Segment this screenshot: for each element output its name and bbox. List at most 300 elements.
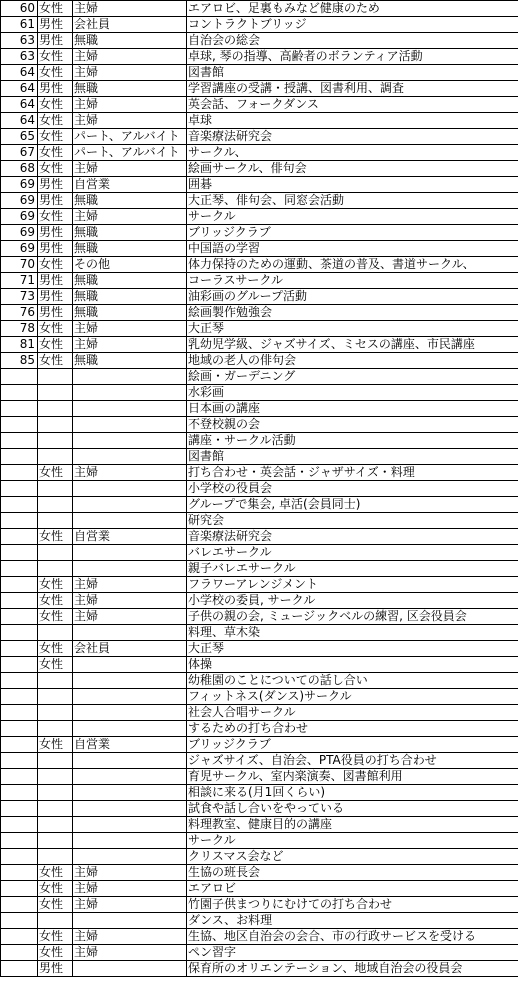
age-cell[interactable] <box>1 929 38 945</box>
sex-cell[interactable] <box>38 433 73 449</box>
age-cell[interactable] <box>1 465 38 481</box>
job-cell[interactable]: 主婦 <box>73 49 187 65</box>
activity-cell[interactable]: ペン習字 <box>187 945 518 961</box>
job-cell[interactable] <box>73 417 187 433</box>
table-row <box>1 289 518 305</box>
age-cell[interactable]: 64 <box>1 113 38 129</box>
age-cell[interactable] <box>1 673 38 689</box>
table-row <box>1 209 518 225</box>
table-row <box>1 417 518 433</box>
sex-cell[interactable]: 男性 <box>38 33 73 49</box>
sex-cell[interactable] <box>38 625 73 641</box>
age-cell[interactable] <box>1 577 38 593</box>
job-cell[interactable] <box>73 753 187 769</box>
table-row <box>1 385 518 401</box>
job-cell[interactable]: 主婦 <box>73 1 187 17</box>
job-cell[interactable] <box>73 785 187 801</box>
job-cell[interactable] <box>73 481 187 497</box>
activity-cell[interactable]: ブリッジクラブ <box>187 737 518 753</box>
job-cell[interactable]: 無職 <box>73 241 187 257</box>
activity-cell[interactable]: クリスマス会など <box>187 849 518 865</box>
job-cell[interactable] <box>73 817 187 833</box>
table-row <box>1 833 518 849</box>
activity-cell[interactable]: フィットネス(ダンス)サークル <box>187 689 518 705</box>
sex-cell[interactable] <box>38 705 73 721</box>
age-cell[interactable]: 60 <box>1 1 38 17</box>
table-row <box>1 33 518 49</box>
sex-cell[interactable]: 男性 <box>38 961 73 977</box>
sex-cell[interactable]: 女性 <box>38 321 73 337</box>
sex-cell[interactable]: 女性 <box>38 609 73 625</box>
job-cell[interactable]: 会社員 <box>73 641 187 657</box>
table-row <box>1 401 518 417</box>
table-row <box>1 913 518 929</box>
activity-cell[interactable]: 研究会 <box>187 513 518 529</box>
activity-cell[interactable]: 幼稚園のことについての話し合い <box>187 673 518 689</box>
table-row <box>1 305 518 321</box>
activity-cell[interactable]: 卓球 <box>187 113 518 129</box>
age-cell[interactable] <box>1 801 38 817</box>
table-row <box>1 145 518 161</box>
table-row <box>1 785 518 801</box>
table-row <box>1 929 518 945</box>
activity-cell[interactable]: 相談に来る(月1回くらい) <box>187 785 518 801</box>
job-cell[interactable] <box>73 401 187 417</box>
activity-cell[interactable]: 料理教室、健康目的の講座 <box>187 817 518 833</box>
age-cell[interactable] <box>1 497 38 513</box>
job-cell[interactable] <box>73 449 187 465</box>
activity-cell[interactable]: 育児サークル、室内楽演奏、図書館利用 <box>187 769 518 785</box>
table-row <box>1 689 518 705</box>
job-cell[interactable]: 主婦 <box>73 209 187 225</box>
age-cell[interactable] <box>1 625 38 641</box>
table-row <box>1 753 518 769</box>
sex-cell[interactable]: 女性 <box>38 641 73 657</box>
age-cell[interactable] <box>1 369 38 385</box>
activity-cell[interactable]: 音楽療法研究会 <box>187 529 518 545</box>
job-cell[interactable] <box>73 497 187 513</box>
age-cell[interactable] <box>1 833 38 849</box>
activity-cell[interactable]: 絵画サークル、俳句会 <box>187 161 518 177</box>
age-cell[interactable] <box>1 593 38 609</box>
sex-cell[interactable]: 女性 <box>38 337 73 353</box>
job-cell[interactable]: 無職 <box>73 193 187 209</box>
job-cell[interactable] <box>73 721 187 737</box>
activity-cell[interactable]: 保育所のオリエンテーション、地域自治会の役員会 <box>187 961 518 977</box>
age-cell[interactable] <box>1 737 38 753</box>
activity-cell[interactable]: 日本画の講座 <box>187 401 518 417</box>
age-cell[interactable]: 64 <box>1 81 38 97</box>
age-cell[interactable] <box>1 529 38 545</box>
table-row <box>1 81 518 97</box>
age-cell[interactable]: 64 <box>1 65 38 81</box>
table-row <box>1 673 518 689</box>
table-row <box>1 161 518 177</box>
age-cell[interactable] <box>1 481 38 497</box>
activity-cell[interactable]: 子供の親の会, ミュージックベルの練習, 区会役員会 <box>187 609 518 625</box>
activity-cell[interactable]: コントラクトブリッジ <box>187 17 518 33</box>
table-row <box>1 705 518 721</box>
table-row <box>1 225 518 241</box>
table-row <box>1 113 518 129</box>
age-cell[interactable] <box>1 433 38 449</box>
job-cell[interactable]: 主婦 <box>73 865 187 881</box>
sex-cell[interactable]: 女性 <box>38 1 73 17</box>
job-cell[interactable] <box>73 833 187 849</box>
table-row <box>1 337 518 353</box>
activity-cell[interactable]: 竹園子供まつりにむけての打ち合わせ <box>187 897 518 913</box>
activity-cell[interactable]: 油彩画のグループ活動 <box>187 289 518 305</box>
age-cell[interactable] <box>1 865 38 881</box>
age-cell[interactable] <box>1 945 38 961</box>
table-row <box>1 609 518 625</box>
activity-cell[interactable]: サークル、 <box>187 145 518 161</box>
table-row <box>1 369 518 385</box>
age-cell[interactable] <box>1 401 38 417</box>
activity-cell[interactable]: 大正琴 <box>187 321 518 337</box>
activity-cell[interactable]: 小学校の役員会 <box>187 481 518 497</box>
activity-cell[interactable]: 図書館 <box>187 65 518 81</box>
job-cell[interactable]: 主婦 <box>73 593 187 609</box>
sex-cell[interactable] <box>38 849 73 865</box>
age-cell[interactable]: 71 <box>1 273 38 289</box>
job-cell[interactable] <box>73 689 187 705</box>
sex-cell[interactable] <box>38 417 73 433</box>
age-cell[interactable] <box>1 753 38 769</box>
activity-cell[interactable]: 大正琴 <box>187 641 518 657</box>
age-cell[interactable]: 68 <box>1 161 38 177</box>
job-cell[interactable]: 主婦 <box>73 929 187 945</box>
activity-cell[interactable]: 試食や話し合いをやっている <box>187 801 518 817</box>
sex-cell[interactable]: 女性 <box>38 209 73 225</box>
age-cell[interactable]: 69 <box>1 177 38 193</box>
activity-cell[interactable]: エアロビ、足裏もみなど健康のため <box>187 1 518 17</box>
sex-cell[interactable] <box>38 449 73 465</box>
table-row <box>1 257 518 273</box>
activity-cell[interactable]: サークル <box>187 833 518 849</box>
table-row <box>1 865 518 881</box>
activity-cell[interactable]: グループで集会, 卓活(会員同士) <box>187 497 518 513</box>
activity-cell[interactable]: 講座・サークル活動 <box>187 433 518 449</box>
job-cell[interactable]: 主婦 <box>73 97 187 113</box>
job-cell[interactable]: 自営業 <box>73 737 187 753</box>
table-row <box>1 513 518 529</box>
job-cell[interactable]: 無職 <box>73 353 187 369</box>
age-cell[interactable] <box>1 817 38 833</box>
sex-cell[interactable] <box>38 497 73 513</box>
job-cell[interactable]: 自営業 <box>73 529 187 545</box>
table-row <box>1 721 518 737</box>
job-cell[interactable]: 主婦 <box>73 577 187 593</box>
sex-cell[interactable]: 男性 <box>38 289 73 305</box>
sex-cell[interactable]: 女性 <box>38 257 73 273</box>
activity-cell[interactable]: 不登校親の会 <box>187 417 518 433</box>
sex-cell[interactable] <box>38 561 73 577</box>
activity-cell[interactable]: するための打ち合わせ <box>187 721 518 737</box>
table-row <box>1 321 518 337</box>
activity-cell[interactable]: 自治会の総会 <box>187 33 518 49</box>
job-cell[interactable]: 主婦 <box>73 337 187 353</box>
job-cell[interactable]: 無職 <box>73 273 187 289</box>
table-row <box>1 97 518 113</box>
activity-cell[interactable]: 打ち合わせ・英会話・ジャザサイズ・料理 <box>187 465 518 481</box>
activity-cell[interactable]: 英会話、フォークダンス <box>187 97 518 113</box>
job-cell[interactable]: 無職 <box>73 81 187 97</box>
sex-cell[interactable] <box>38 689 73 705</box>
activity-cell[interactable]: ジャズサイズ、自治会、PTA役員の打ち合わせ <box>187 753 518 769</box>
table-row <box>1 481 518 497</box>
job-cell[interactable]: 無職 <box>73 225 187 241</box>
sex-cell[interactable]: 女性 <box>38 353 73 369</box>
sex-cell[interactable] <box>38 785 73 801</box>
job-cell[interactable] <box>73 561 187 577</box>
sex-cell[interactable] <box>38 769 73 785</box>
age-cell[interactable]: 63 <box>1 33 38 49</box>
age-cell[interactable]: 61 <box>1 17 38 33</box>
sex-cell[interactable] <box>38 833 73 849</box>
job-cell[interactable] <box>73 369 187 385</box>
sex-cell[interactable] <box>38 753 73 769</box>
age-cell[interactable] <box>1 561 38 577</box>
table-row <box>1 129 518 145</box>
sex-cell[interactable]: 男性 <box>38 273 73 289</box>
sex-cell[interactable]: 男性 <box>38 225 73 241</box>
table-row <box>1 273 518 289</box>
sex-cell[interactable]: 女性 <box>38 929 73 945</box>
sex-cell[interactable]: 女性 <box>38 897 73 913</box>
activity-cell[interactable]: 小学校の委員, サークル <box>187 593 518 609</box>
sex-cell[interactable] <box>38 801 73 817</box>
job-cell[interactable]: 主婦 <box>73 897 187 913</box>
job-cell[interactable]: 主婦 <box>73 609 187 625</box>
sex-cell[interactable]: 女性 <box>38 865 73 881</box>
sex-cell[interactable] <box>38 401 73 417</box>
activity-cell[interactable]: 学習講座の受講・授講、図書利用、調査 <box>187 81 518 97</box>
activity-cell[interactable]: 社会人合唱サークル <box>187 705 518 721</box>
job-cell[interactable] <box>73 913 187 929</box>
age-cell[interactable] <box>1 785 38 801</box>
age-cell[interactable] <box>1 769 38 785</box>
age-cell[interactable]: 78 <box>1 321 38 337</box>
table-row <box>1 1 518 17</box>
job-cell[interactable]: 主婦 <box>73 881 187 897</box>
job-cell[interactable] <box>73 385 187 401</box>
job-cell[interactable]: 主婦 <box>73 465 187 481</box>
activity-cell[interactable]: 体力保持のための運動、茶道の普及、書道サークル、 <box>187 257 518 273</box>
job-cell[interactable] <box>73 545 187 561</box>
table-row <box>1 577 518 593</box>
age-cell[interactable]: 70 <box>1 257 38 273</box>
age-cell[interactable] <box>1 657 38 673</box>
sex-cell[interactable] <box>38 369 73 385</box>
age-cell[interactable]: 64 <box>1 97 38 113</box>
job-cell[interactable]: 会社員 <box>73 17 187 33</box>
job-cell[interactable] <box>73 433 187 449</box>
activity-cell[interactable]: 乳幼児学級、ジャズサイズ、ミセスの講座、市民講座 <box>187 337 518 353</box>
activity-cell[interactable]: 料理、草木染 <box>187 625 518 641</box>
table-row <box>1 769 518 785</box>
job-cell[interactable] <box>73 673 187 689</box>
sex-cell[interactable]: 女性 <box>38 113 73 129</box>
age-cell[interactable]: 69 <box>1 241 38 257</box>
sex-cell[interactable]: 女性 <box>38 529 73 545</box>
sex-cell[interactable]: 男性 <box>38 177 73 193</box>
activity-cell[interactable]: バレエサークル <box>187 545 518 561</box>
sex-cell[interactable]: 男性 <box>38 305 73 321</box>
activity-cell[interactable]: 地域の老人の俳句会 <box>187 353 518 369</box>
activity-cell[interactable]: 大正琴、俳句会、同窓会活動 <box>187 193 518 209</box>
sex-cell[interactable]: 女性 <box>38 945 73 961</box>
job-cell[interactable] <box>73 769 187 785</box>
table-row <box>1 353 518 369</box>
table-row <box>1 193 518 209</box>
activity-cell[interactable]: 絵画製作勉強会 <box>187 305 518 321</box>
job-cell[interactable]: 主婦 <box>73 161 187 177</box>
job-cell[interactable] <box>73 801 187 817</box>
job-cell[interactable]: 無職 <box>73 33 187 49</box>
sex-cell[interactable]: 女性 <box>38 593 73 609</box>
age-cell[interactable] <box>1 545 38 561</box>
table-row <box>1 545 518 561</box>
table-row <box>1 817 518 833</box>
job-cell[interactable]: 主婦 <box>73 113 187 129</box>
age-cell[interactable] <box>1 609 38 625</box>
age-cell[interactable]: 85 <box>1 353 38 369</box>
sex-cell[interactable]: 女性 <box>38 657 73 673</box>
job-cell[interactable]: パート、アルバイト <box>73 129 187 145</box>
activity-cell[interactable]: 図書館 <box>187 449 518 465</box>
activity-cell[interactable]: 体操 <box>187 657 518 673</box>
age-cell[interactable]: 76 <box>1 305 38 321</box>
activity-cell[interactable]: 卓球, 琴の指導、高齢者のボランティア活動 <box>187 49 518 65</box>
table-row <box>1 449 518 465</box>
sex-cell[interactable] <box>38 721 73 737</box>
table-row <box>1 17 518 33</box>
job-cell[interactable] <box>73 657 187 673</box>
sex-cell[interactable]: 女性 <box>38 49 73 65</box>
activity-cell[interactable]: 水彩画 <box>187 385 518 401</box>
age-cell[interactable]: 81 <box>1 337 38 353</box>
activity-cell[interactable]: ブリッジクラブ <box>187 225 518 241</box>
age-cell[interactable] <box>1 705 38 721</box>
table-row <box>1 497 518 513</box>
activity-cell[interactable]: 音楽療法研究会 <box>187 129 518 145</box>
age-cell[interactable]: 67 <box>1 145 38 161</box>
sex-cell[interactable]: 女性 <box>38 129 73 145</box>
job-cell[interactable]: 主婦 <box>73 321 187 337</box>
sex-cell[interactable] <box>38 913 73 929</box>
sex-cell[interactable] <box>38 545 73 561</box>
age-cell[interactable] <box>1 449 38 465</box>
activity-cell[interactable]: 生協、地区自治会の会合、市の行政サービスを受ける <box>187 929 518 945</box>
job-cell[interactable]: 主婦 <box>73 945 187 961</box>
age-cell[interactable] <box>1 417 38 433</box>
sex-cell[interactable] <box>38 513 73 529</box>
sex-cell[interactable]: 男性 <box>38 17 73 33</box>
sex-cell[interactable]: 女性 <box>38 161 73 177</box>
age-cell[interactable]: 69 <box>1 209 38 225</box>
job-cell[interactable] <box>73 961 187 977</box>
sex-cell[interactable]: 女性 <box>38 145 73 161</box>
activity-cell[interactable]: サークル <box>187 209 518 225</box>
activity-cell[interactable]: エアロビ <box>187 881 518 897</box>
sex-cell[interactable]: 女性 <box>38 881 73 897</box>
activity-cell[interactable]: 生協の班長会 <box>187 865 518 881</box>
sex-cell[interactable]: 女性 <box>38 97 73 113</box>
sex-cell[interactable]: 男性 <box>38 81 73 97</box>
age-cell[interactable] <box>1 513 38 529</box>
sex-cell[interactable] <box>38 385 73 401</box>
job-cell[interactable]: パート、アルバイト <box>73 145 187 161</box>
table-row <box>1 177 518 193</box>
activity-cell[interactable]: 囲碁 <box>187 177 518 193</box>
age-cell[interactable] <box>1 689 38 705</box>
activity-cell[interactable]: 絵画・ガーデニング <box>187 369 518 385</box>
age-cell[interactable] <box>1 961 38 977</box>
table-row <box>1 737 518 753</box>
table-row <box>1 657 518 673</box>
table-row <box>1 593 518 609</box>
age-cell[interactable]: 73 <box>1 289 38 305</box>
age-cell[interactable]: 69 <box>1 193 38 209</box>
age-cell[interactable] <box>1 897 38 913</box>
sex-cell[interactable] <box>38 673 73 689</box>
sex-cell[interactable]: 女性 <box>38 577 73 593</box>
activity-cell[interactable]: フラワーアレンジメント <box>187 577 518 593</box>
sex-cell[interactable]: 男性 <box>38 241 73 257</box>
table-row <box>1 849 518 865</box>
table-row <box>1 529 518 545</box>
age-cell[interactable] <box>1 881 38 897</box>
spreadsheet-body <box>1 1 518 977</box>
age-cell[interactable] <box>1 385 38 401</box>
activity-cell[interactable]: コーラスサークル <box>187 273 518 289</box>
table-row <box>1 561 518 577</box>
table-row <box>1 961 518 977</box>
sex-cell[interactable]: 女性 <box>38 65 73 81</box>
sex-cell[interactable]: 女性 <box>38 737 73 753</box>
job-cell[interactable] <box>73 705 187 721</box>
activity-cell[interactable]: 中国語の学習 <box>187 241 518 257</box>
sex-cell[interactable] <box>38 817 73 833</box>
age-cell[interactable] <box>1 913 38 929</box>
age-cell[interactable] <box>1 849 38 865</box>
job-cell[interactable]: 無職 <box>73 305 187 321</box>
sex-cell[interactable]: 女性 <box>38 465 73 481</box>
age-cell[interactable]: 69 <box>1 225 38 241</box>
table-row <box>1 641 518 657</box>
activity-cell[interactable]: ダンス、お料理 <box>187 913 518 929</box>
activity-cell[interactable]: 親子バレエサークル <box>187 561 518 577</box>
job-cell[interactable] <box>73 849 187 865</box>
job-cell[interactable] <box>73 513 187 529</box>
table-row <box>1 465 518 481</box>
age-cell[interactable]: 63 <box>1 49 38 65</box>
job-cell[interactable] <box>73 625 187 641</box>
table-row <box>1 65 518 81</box>
job-cell[interactable]: 無職 <box>73 289 187 305</box>
table-row <box>1 881 518 897</box>
job-cell[interactable]: 自営業 <box>73 177 187 193</box>
table-row <box>1 801 518 817</box>
job-cell[interactable]: その他 <box>73 257 187 273</box>
age-cell[interactable] <box>1 721 38 737</box>
age-cell[interactable] <box>1 641 38 657</box>
sex-cell[interactable] <box>38 481 73 497</box>
age-cell[interactable]: 65 <box>1 129 38 145</box>
sex-cell[interactable]: 男性 <box>38 193 73 209</box>
job-cell[interactable]: 主婦 <box>73 65 187 81</box>
